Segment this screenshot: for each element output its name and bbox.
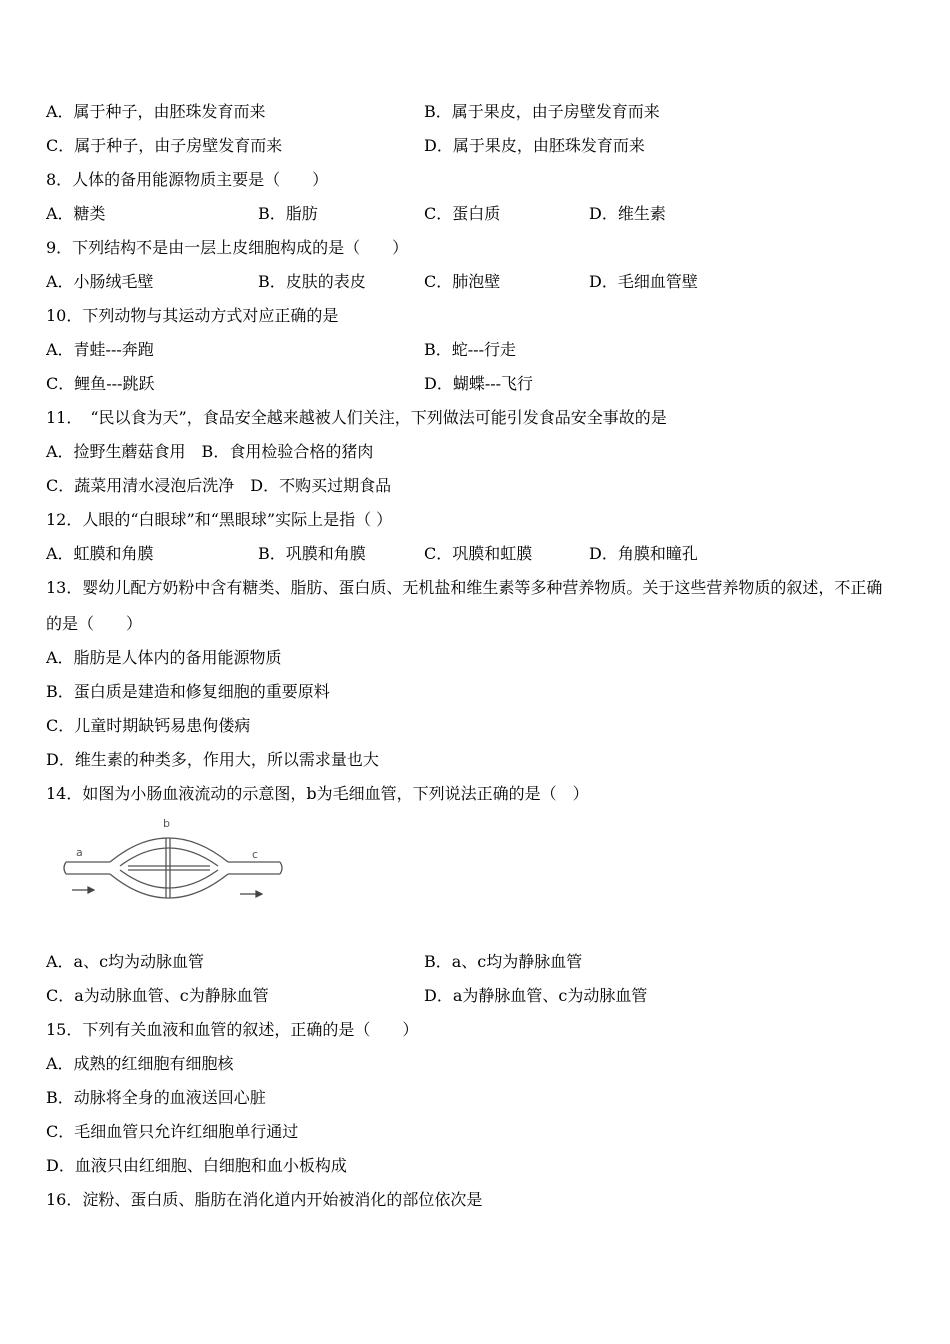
q14-option-b[interactable]: B．a、c均为静脉血管 <box>424 952 583 971</box>
q8-option-a[interactable]: A．糖类 <box>46 204 106 223</box>
q10-options-row2 <box>46 374 534 394</box>
q14-stem: 14．如图为小肠血液流动的示意图，b为毛细血管，下列说法正确的是（ ） <box>46 784 589 803</box>
vessel-c <box>228 862 282 874</box>
q16-stem: 16．淀粉、蛋白质、脂肪在消化道内开始被消化的部位依次是 <box>46 1190 483 1209</box>
q12-option-d[interactable]: D．角膜和瞳孔 <box>589 544 698 563</box>
q10-option-c[interactable]: C．鲤鱼---跳跃 <box>46 374 155 393</box>
q14-options-row1 <box>46 952 583 972</box>
q13-option-d[interactable]: D．维生素的种类多，作用大，所以需求量也大 <box>46 750 379 769</box>
q15-option-c[interactable]: C．毛细血管只允许红细胞单行通过 <box>46 1122 299 1141</box>
capillary-outer <box>110 838 228 898</box>
q7-option-c[interactable]: C．属于种子，由子房壁发育而来 <box>46 136 283 155</box>
q8-option-d[interactable]: D．维生素 <box>589 204 666 223</box>
q14-options-row2 <box>46 986 648 1006</box>
q10-option-a[interactable]: A．青蛙---奔跑 <box>46 340 154 359</box>
q7-options-row2 <box>46 136 645 156</box>
q9-options <box>46 272 698 292</box>
q12-stem: 12．人眼的“白眼球”和“黑眼球”实际上是指（ ） <box>46 510 393 529</box>
q12-options <box>46 544 698 564</box>
q13-stem-line1: 13．婴幼儿配方奶粉中含有糖类、脂肪、蛋白质、无机盐和维生素等多种营养物质。关于这些营养物质的叙述，不正确 <box>46 578 883 597</box>
q7-option-b[interactable]: B．属于果皮，由子房壁发育而来 <box>424 102 660 121</box>
label-b: b <box>163 817 170 830</box>
q14-option-c[interactable]: C．a为动脉血管、c为静脉血管 <box>46 986 269 1005</box>
q13-option-c[interactable]: C．儿童时期缺钙易患佝偻病 <box>46 716 251 735</box>
q15-option-b[interactable]: B．动脉将全身的血液送回心脏 <box>46 1088 266 1107</box>
capillary-diagram <box>58 816 288 904</box>
q7-options-row1 <box>46 102 660 122</box>
label-c: c <box>252 848 259 861</box>
q11-options-ab[interactable]: A．捡野生蘑菇食用 B．食用检验合格的猪肉 <box>46 442 374 461</box>
q11-stem: 11． “民以食为天”，食品安全越来越被人们关注，下列做法可能引发食品安全事故的是 <box>46 408 667 427</box>
q10-option-d[interactable]: D．蝴蝶---飞行 <box>424 374 534 393</box>
q7-option-d[interactable]: D．属于果皮，由胚珠发育而来 <box>424 136 645 155</box>
q13-option-a[interactable]: A．脂肪是人体内的备用能源物质 <box>46 648 282 667</box>
q15-option-d[interactable]: D．血液只由红细胞、白细胞和血小板构成 <box>46 1156 347 1175</box>
q7-option-a[interactable]: A．属于种子，由胚珠发育而来 <box>46 102 266 121</box>
q10-option-b[interactable]: B．蛇---行走 <box>424 340 516 359</box>
q9-stem: 9．下列结构不是由一层上皮细胞构成的是（ ） <box>46 238 409 257</box>
q9-option-a[interactable]: A．小肠绒毛壁 <box>46 272 154 291</box>
q11-options-cd[interactable]: C．蔬菜用清水浸泡后洗净 D．不购买过期食品 <box>46 476 392 495</box>
q15-option-a[interactable]: A．成熟的红细胞有细胞核 <box>46 1054 234 1073</box>
q12-option-c[interactable]: C．巩膜和虹膜 <box>424 544 533 563</box>
q13-option-b[interactable]: B．蛋白质是建造和修复细胞的重要原料 <box>46 682 330 701</box>
vessel-a <box>64 862 110 874</box>
capillary-inner <box>120 848 218 888</box>
q10-stem: 10．下列动物与其运动方式对应正确的是 <box>46 306 339 325</box>
capillary-divider-horizontal <box>128 866 210 870</box>
q9-option-d[interactable]: D．毛细血管壁 <box>589 272 698 291</box>
q12-option-b[interactable]: B．巩膜和角膜 <box>258 544 366 563</box>
q10-options-row1 <box>46 340 516 360</box>
q12-option-a[interactable]: A．虹膜和角膜 <box>46 544 154 563</box>
q8-option-b[interactable]: B．脂肪 <box>258 204 318 223</box>
label-a: a <box>76 846 83 859</box>
q9-option-c[interactable]: C．肺泡壁 <box>424 272 501 291</box>
capillary-divider-vertical <box>166 838 170 898</box>
q13-stem-line2: 的是（ ） <box>46 614 143 633</box>
q8-stem: 8．人体的备用能源物质主要是（ ） <box>46 170 329 189</box>
q15-stem: 15．下列有关血液和血管的叙述，正确的是（ ） <box>46 1020 419 1039</box>
q14-option-d[interactable]: D．a为静脉血管、c为动脉血管 <box>424 986 648 1005</box>
q8-options <box>46 204 666 224</box>
q9-option-b[interactable]: B．皮肤的表皮 <box>258 272 366 291</box>
q8-option-c[interactable]: C．蛋白质 <box>424 204 501 223</box>
q14-option-a[interactable]: A．a、c均为动脉血管 <box>46 952 205 971</box>
